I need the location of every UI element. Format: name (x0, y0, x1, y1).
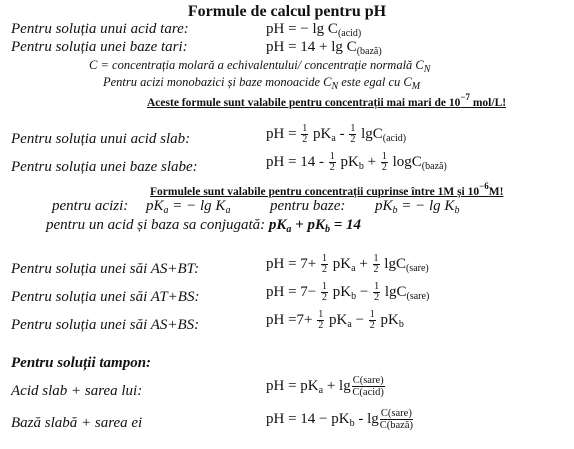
weak-acid-formula: pH = $\frac{1}{2}$ $pK_a$ - $\frac{1}{2}$ lgC$_{(acid)}$ (266, 123, 407, 145)
weak-base-label: Pentru soluția unei baze slabe: (11, 159, 198, 175)
pk-acid-label: pentru acizi: (52, 198, 129, 214)
salt-atbs-formula: pH = 7− $\frac{1}{2}$ $pK_b$ − $\frac{1}{2}$ lgC$_{(sare)}$ (266, 281, 430, 303)
pk-base-label: pentru baze: (270, 198, 346, 214)
salt-asbs-label: Pentru soluția unei săi AS+BS: (11, 317, 200, 333)
conjugate-pair-line: pentru un acid și baza sa conjugată: $pK_a + pK_b = 14$ (46, 217, 362, 235)
concentration-note: C = concentrația molară a echivalentului/ concentrație normală $C_N$ (89, 58, 431, 75)
pk-base-equation: $pK_b$ = − $\lg K_b$ (375, 198, 460, 216)
salt-asbs-formula: pH =7+ $\frac{1}{2}$ $pK_a$ − $\frac{1}{2}$ $pK_b$ (266, 309, 404, 331)
buffer-heading: Pentru soluții tampon: (11, 355, 152, 371)
weak-base-formula: pH = 14 - $\frac{1}{2}$ $pK_b$ + $\frac{1}{2}$ logC$_{(bază)}$ (266, 151, 447, 173)
strong-acid-formula: pH = − $\lg C_{(acid)}$ (266, 21, 362, 39)
strong-base-label: Pentru soluția unei baze tari: (11, 39, 188, 55)
buffer-base-formula: pH = $14 - pK_b - \lg$ $\frac{\text{C(sare)}}{\text{C(bază)}}$ (266, 408, 413, 431)
weak-validity-note: Formulele sunt valabile pentru concentrații cuprinse între 1M și $10^{-6}M$! (150, 181, 504, 198)
buffer-acid-formula: pH = $pK_a + \lg$ $\frac{\text{C(sare)}}{\text{C(acid)}}$ (266, 375, 384, 398)
page-title: Formule de calcul pentru pH (187, 3, 387, 20)
weak-acid-label: Pentru soluția unui acid slab: (11, 131, 191, 147)
strong-base-formula: pH = $14 + \lg C_{(bază)}$ (266, 39, 382, 57)
monobasic-note: Pentru acizi monobazici și baze monoacide $C_N$ este egal cu $C_M$ (103, 75, 421, 92)
salt-asbt-formula: pH = 7+ $\frac{1}{2}$ $pK_a$ + $\frac{1}{2}$ lgC$_{(sare)}$ (266, 253, 429, 275)
buffer-base-label: Bază slabă + sarea ei (11, 415, 143, 431)
strong-acid-label: Pentru soluția unui acid tare: (11, 21, 189, 37)
buffer-acid-label: Acid slab + sarea lui: (11, 383, 143, 399)
strong-validity-note: Aceste formule sunt valabile pentru concentrații mai mari de $10^{-7}$ mol/L! (147, 92, 507, 109)
pk-acid-equation: $pK_a$ = − $\lg K_a$ (146, 198, 231, 216)
salt-asbt-label: Pentru soluția unei săi AS+BT: (11, 261, 200, 277)
salt-atbs-label: Pentru soluția unei săi AT+BS: (11, 289, 200, 305)
